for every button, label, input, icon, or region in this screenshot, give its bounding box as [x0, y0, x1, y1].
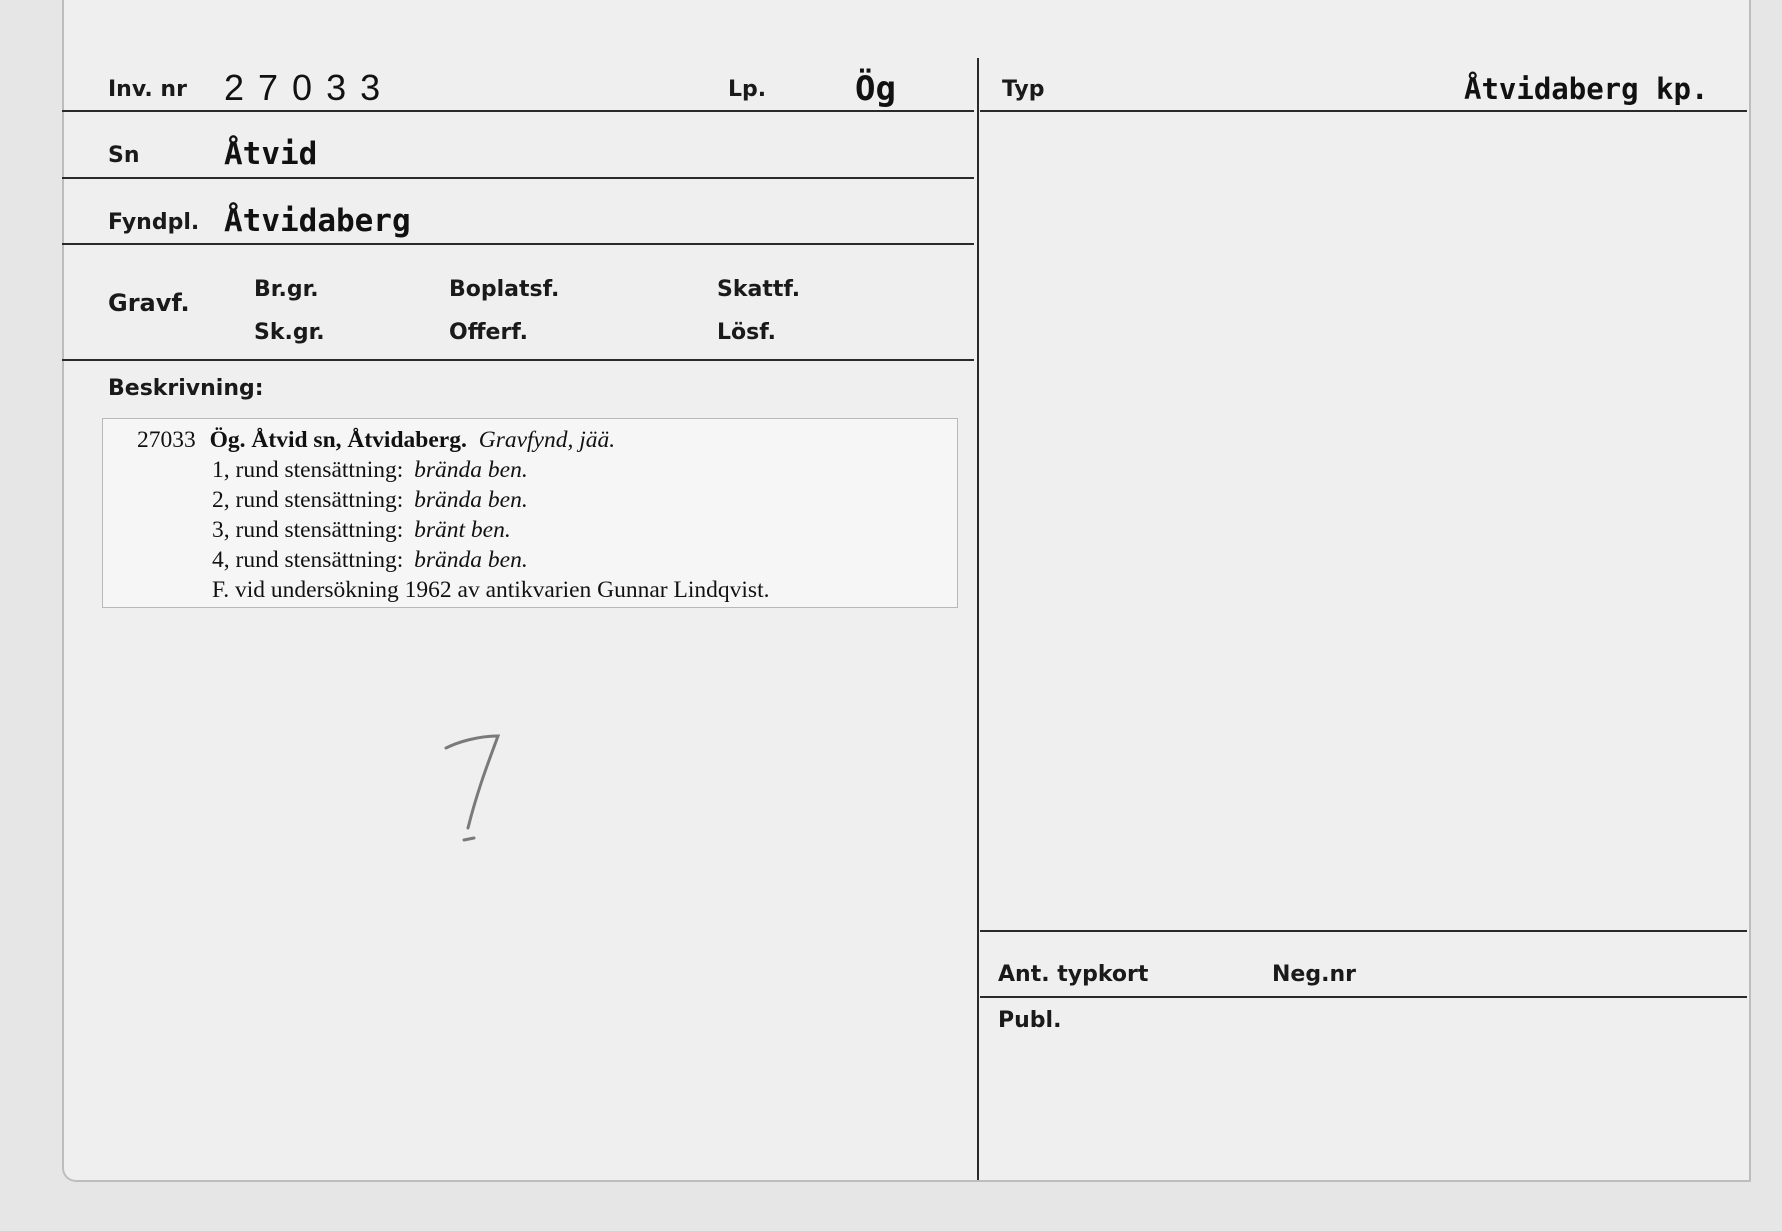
beskrivning-label: Beskrivning: — [108, 376, 264, 401]
handwritten-mark — [438, 728, 518, 848]
gravf-label: Gravf. — [108, 289, 190, 317]
divider-vertical — [977, 58, 979, 1180]
negnr-label: Neg.nr — [1272, 962, 1356, 987]
typ-value: Åtvidaberg kp. — [1464, 72, 1709, 106]
description-item: 1, rund stensättning: brända ben. — [212, 457, 528, 483]
brgr-label: Br.gr. — [254, 277, 319, 302]
boplatsf-label: Boplatsf. — [449, 277, 560, 302]
publ-label: Publ. — [998, 1008, 1062, 1033]
description-item: 3, rund stensättning: bränt ben. — [212, 517, 511, 543]
description-footer: F. vid undersökning 1962 av antikvarien Gunnar Lindqvist. — [212, 577, 770, 603]
fyndpl-label: Fyndpl. — [108, 210, 200, 235]
skattf-label: Skattf. — [717, 277, 801, 302]
description-item: 2, rund stensättning: brända ben. — [212, 487, 528, 513]
rule-sn — [62, 177, 974, 179]
ant-typkort-label: Ant. typkort — [998, 962, 1149, 987]
rule-gravf — [62, 359, 974, 361]
inv-nr-label: Inv. nr — [108, 77, 187, 102]
losf-label: Lösf. — [717, 320, 776, 345]
description-heading-bold: Ög. Åtvid sn, Åtvidaberg. — [209, 427, 467, 453]
rule-bottom-lower — [980, 996, 1747, 998]
rule-bottom-upper — [980, 930, 1747, 932]
description-item: 4, rund stensättning: brända ben. — [212, 547, 528, 573]
skgr-label: Sk.gr. — [254, 320, 325, 345]
rule-fyndpl — [62, 243, 974, 245]
rule-header-right — [980, 110, 1747, 112]
description-heading-italic: Gravfynd, jää. — [478, 427, 616, 453]
typ-label: Typ — [1002, 77, 1045, 102]
inv-nr-value: 2 7 0 3 3 — [224, 67, 383, 108]
sn-value: Åtvid — [224, 136, 318, 172]
description-heading — [137, 429, 615, 453]
sn-label: Sn — [108, 143, 140, 168]
offerf-label: Offerf. — [449, 320, 529, 345]
lp-value: Ög — [855, 69, 896, 109]
fyndpl-value: Åtvidaberg — [224, 203, 411, 239]
lp-label: Lp. — [728, 77, 767, 102]
description-slip — [102, 418, 958, 608]
rule-header — [62, 110, 974, 112]
description-number: 27033 — [137, 427, 196, 453]
